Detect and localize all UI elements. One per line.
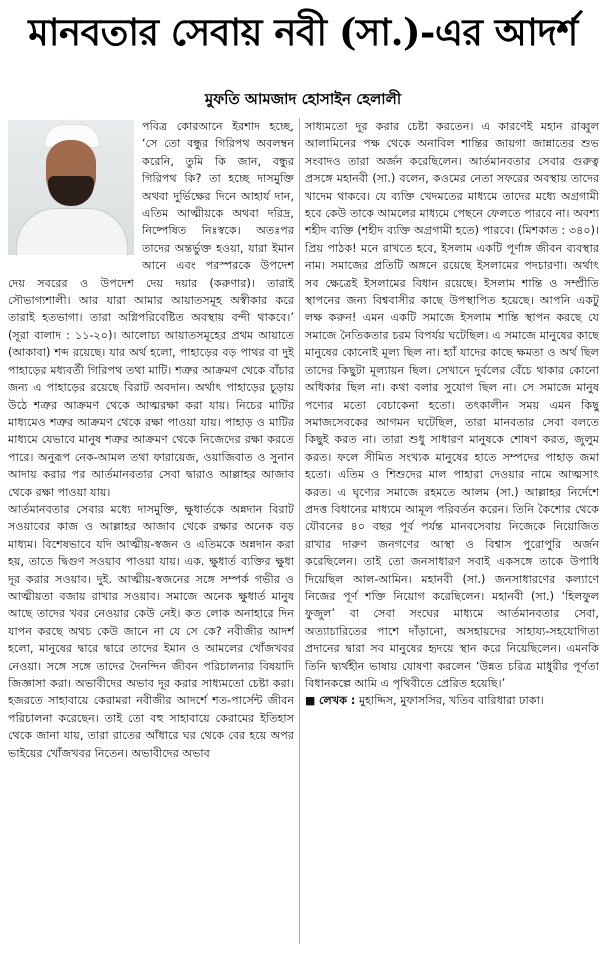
paragraph-left-1: পবিত্র কোরআনে ইরশাদ হচ্ছে, ‘সে তো বন্ধুর গিরিপথ অবলম্বন করেনি, তুমি কি জান, বন্ধুর গিরিপথ কি? তা হচ্ছে দাসমুক্তি অথবা দুর্ভিক্ষের দিনে আহার্য দান, এতিম আত্মীয়কে অথবা দরিদ্র, নিষ্পেষিত নিঃস্বকে। অতঃপর তাদের অন্তর্ভুক্ত হওয়া, যারা ইমান আনে এবং পরস্পরকে উপদেশ দেয় সবরের ও উপদেশ দেয় দয়ার (করুণার)। তারাই সৌভাগ্যশালী। আর যারা আমার আয়াতসমূহ অস্বীকার করে তারাই হতভাগা। তারা অগ্নিপরিবেষ্টিত অবস্থায় বন্দী থাকবে।’ (সূরা বালাদ : ১১-২০)। আলোচ্য আয়াতসমূহের প্রথম আয়াতে (আকাবা) শব্দ রয়েছে। যার অর্থ হলো, পাহাড়ের বড় পাথর বা দুই পাহাড়ের মধ্যবর্তী গিরিপথ তথা মাটি। শত্রুর আক্রমণ থেকে বাঁচার জন্য এ পাহাড়ের রয়েছে বিরাট অবদান। অর্থাৎ পাহাড়ের চূড়ায় উঠে শত্রুর আক্রমণ থেকে আত্মরক্ষা করা যায়। নিচের মাটির মাধ্যমেও শত্রুর আক্রমণ থেকে রক্ষা পাওয়া যায়। পাহাড় ও মাটির মাধ্যমে যেভাবে মানুষ শত্রুর আক্রমণ থেকে নিজেদের রক্ষা করতে পারে। অনুরূপ নেক-আমল তথা ফারায়েজ, ওয়াজিবাত ও সুনান আদায় করার পর আর্তমানবতার সেবা দ্বারাও আল্লাহর আজাব থেকে রক্ষা পাওয়া যায়। bbox=[8, 120, 294, 499]
article-author: মুফতি আমজাদ হোসাইন হেলালী bbox=[204, 90, 402, 108]
right-column bbox=[305, 118, 599, 958]
shirt-shape bbox=[16, 208, 128, 255]
footer-label: লেখক : bbox=[318, 694, 356, 708]
article-title: মানবতার সেবায় নবী (সা.)-এর আদর্শ bbox=[28, 10, 578, 54]
paragraph-left-2: আর্তমানবতার সেবার মধ্যে দাসমুক্তি, ক্ষুধার্তকে অন্নদান বিরাট সওয়াবের কাজ ও আল্লাহর আজাব থেকে রক্ষার অনেক বড় মাধ্যম। বিশেষভাবে যদি আত্মীয়-স্বজন ও এতিমকে অন্নদান করা হয়, তাতে দ্বিগুণ সওয়াব পাওয়া যায়। এক. ক্ষুধার্ত ব্যক্তির ক্ষুধা দূর করার সওয়াব। দুই. আত্মীয়-স্বজনের সঙ্গে সম্পর্ক গভীর ও আত্মীয়তা বজায় রাখার সওয়াব। সমাজে অনেক ক্ষুধার্ত মানুষ আছে তাদের খবর নেওয়ার কেউ নেই। কত লোক অনাহারে দিন যাপন করছে অথচ কেউ জানে না যে সে কে? নবীজীর আদর্শ হলো, মানুষের দ্বারে দ্বারে তাদের ইমান ও আমলের খোঁজখবর নেওয়া। সঙ্গে সঙ্গে তাদের দৈনন্দিন জীবন পরিচালনার বিষয়াদি জিজ্ঞাসা করা। অভাবীদের অভাব দূর করার সাধ্যমতো চেষ্টা করা। হজরতে সাহাবায়ে কেরামরা নবীজীর আদর্শে শত-পার্সেন্ট জীবন পরিচালনা করেছেন। তাই তো বহু সাহাবায়ে কেরামের ইতিহাস থেকে জানা যায়, তারা রাতের আঁধারে ঘর থেকে বের হয়ে অপর ভাইয়ের খোঁজখবর নিতেন। অভাবীদের অভাব bbox=[8, 502, 294, 760]
beard-shape bbox=[48, 176, 94, 206]
paragraph-right-1: সাধ্যমতো দূর করার চেষ্টা করতেন। এ কারণেই মহান রাব্বুল আলামিনের পক্ষ থেকে অনাবিল শান্তির জায়গা জান্নাতের শুভ সংবাদও তারা অর্জন করেছিলেন। আর্তমানবতার সেবার গুরুত্ব প্রসঙ্গে মহানবী (সা.) বলেন, কওমের নেতা সফরের অবস্থায় তাদের খাদেম থাকবে। যে ব্যক্তি খেদমতের মাধ্যমে তাদের মধ্যে অগ্রগামী হবে কেউ তাকে আমলের মাধ্যমে পেছনে ফেলতে পারবে না। অবশ্য শহীদ ব্যক্তি (শহীদ ব্যক্তি অগ্রগামী হতে) পারবে। (মিশকাত : ৩৪০)। প্রিয় পাঠক! মনে রাখতে হবে, ইসলাম একটি পূর্ণাঙ্গ জীবন ব্যবস্থার নাম। সমাজের প্রতিটি অঙ্গনে রয়েছে ইসলামের পদচারণা। অর্থাৎ সব ক্ষেত্রেই ইসলামের বিধান রয়েছে। ইসলাম শান্তি ও সম্প্রীতি স্থাপনের জন্য বিশ্ববাসীর কাছে উপস্থাপিত হয়েছে। আপনি একটু লক্ষ করুন! এমন একটি সমাজে ইসলাম শান্তি স্থাপন করছে যে সমাজে নৈতিকতার চরম বিপর্যয় ঘটেছিল। এ সমাজে মানুষের কাছে মানুষের কোনোই মূল্য ছিল না। হ্যাঁ যাদের কাছে ক্ষমতা ও অর্থ ছিল তাদের কিছুটা মূল্যায়ন ছিল। সেখানে দুর্বলের বেঁচে থাকার কোনো অধিকার ছিল না। কথা বলার সুযোগ ছিল না। সে সমাজে মানুষ পণ্যের মতো বেচাকেনা হতো। তৎকালীন সময় এমন কিছু সমাজসেবকের আগমন ঘটেছিল, তারা মানবতার সেবা বলতে কিছুই করত না। তারা শুধু সাধারণ মানুষকে শোষণ করত, জুলুম করত। ফলে সীমিত সংখ্যক মানুষের হাতে সম্পদের পাহাড় জমা হতো। এতিম ও শিশুদের মাল পাহারা দেওয়ার নামে আত্মসাৎ করত। এ ঘৃণ্যের সমাজে রহমতে আলম (সা.) আল্লাহর নির্দেশে প্রদত্ত বিধানের মাধ্যমে আমূল পরিবর্তন করেন। তিনি কৈশোর থেকে যৌবনের ৪০ বছর পূর্ব পর্যন্ত মানবসেবায় নিজেকে নিয়োজিত রাখার দারুণ জনগণের আস্থা ও বিশ্বাস পুরোপুরি অর্জন করেছিলেন। তাই তো জনসাধারণ সবাই একসঙ্গে তাকে উপাধি দিয়েছিল আল-আমিন। মহানবী (সা.) জনসাধারণের কল্যাণে নিজের পূর্ণ শক্তি নিয়োগ করেছিলেন। মহানবী (সা.) ‘হিলফুল ফুজুল’ বা সেবা সংঘের মাধ্যমে আর্তমানবতার সেবা, অত্যাচারিতের পাশে দাঁড়ানো, অসহায়দের সাহায্য-সহযোগিতা প্রদানের দ্বারা সব মানুষের হৃদয়ে স্থান করে নিয়েছিলেন। এমনকি তিনি দ্ব্যর্থহীন ভাষায় যোষণা করলেন ‘উন্নত চরিত্র মাধুরীর পূর্ণতা বিধানকল্পে আমি এ পৃথিবীতে প্রেরিত হয়েছি।’ bbox=[305, 120, 599, 690]
bullet-icon: ■ bbox=[305, 694, 316, 708]
footer-text: মুহাদ্দিস, মুফাসসির, খতিব বারিধারা ঢাকা। bbox=[358, 694, 544, 708]
column-divider bbox=[299, 118, 300, 944]
left-column bbox=[8, 118, 294, 958]
author-footer bbox=[305, 692, 599, 709]
author-photo bbox=[8, 120, 134, 255]
